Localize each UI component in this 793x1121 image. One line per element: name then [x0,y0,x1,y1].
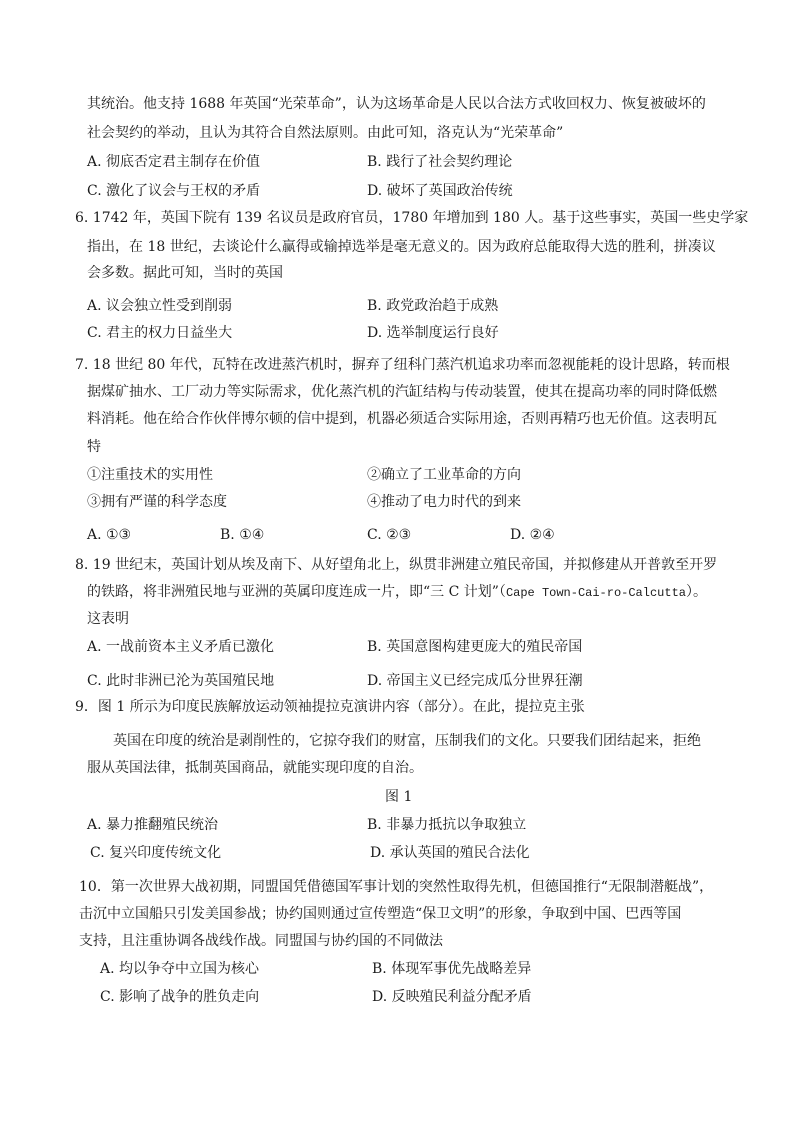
q9-quote-line-2: 服从英国法律，抵制英国商品，就能实现印度的自治。 [87,760,423,776]
q7-option-c: C. ②③ [367,527,412,543]
q8-plan-code: Cape Town-Cai-ro-Calcutta [505,586,686,600]
q8-stem-line-2-end: ）。 [685,584,707,600]
q6-option-b: B. 政党政治趋于成熟 [367,298,499,314]
q6-stem-line-2: 指出，在 18 世纪，去谈论什么赢得或输掉选举是毫无意义的。因为政府总能取得大选的胜利，拼凑议 [87,239,716,255]
q7-option-a: A. ①③ [87,527,132,543]
q8-stem-line-3: 这表明 [87,611,129,627]
q9-stem: 9．图 1 所示为印度民族解放运动领袖提拉克演讲内容（部分）。在此，提拉克主张 [75,699,585,715]
q9-option-d: D. 承认英国的殖民合法化 [370,845,530,861]
q7-stem-line-4: 特 [87,439,101,455]
q8-option-a: A. 一战前资本主义矛盾已激化 [87,639,275,655]
q7-option-b: B. ①④ [220,527,265,543]
q7-statement-3: ③拥有严谨的科学态度 [87,494,227,510]
q5-option-a: A. 彻底否定君主制存在价值 [87,154,261,170]
q8-option-c: C. 此时非洲已沦为英国殖民地 [87,673,275,689]
q8-option-d: D. 帝国主义已经完成瓜分世界狂潮 [367,673,583,689]
q6-option-a: A. 议会独立性受到削弱 [87,298,233,314]
q5-stem-line-2: 社会契约的举动，且认为其符合自然法原则。由此可知，洛克认为“光荣革命” [87,125,564,141]
q7-stem-line-2: 据煤矿抽水、工厂动力等实际需求，优化蒸汽机的汽缸结构与传动装置，使其在提高功率的同时降低燃 [87,384,717,400]
q8-stem-line-2 [87,582,707,603]
q9-quote-line-1: 英国在印度的统治是剥削性的，它掠夺我们的财富，压制我们的文化。只要我们团结起来，拒绝 [113,733,701,749]
q10-option-a: A. 均以争夺中立国为核心 [100,961,260,977]
q8-stem-line-1: 8. 19 世纪末，英国计划从埃及南下、从好望角北上，纵贯非洲建立殖民帝国，并拟修建从开普敦至开罗 [75,557,718,573]
q7-statement-1: ①注重技术的实用性 [87,467,213,483]
q6-stem-line-1: 6. 1742 年，英国下院有 139 名议员是政府官员，1780 年增加到 180 人。基于这些事实，英国一些史学家 [75,210,749,226]
q7-stem-line-3: 料消耗。他在给合作伙伴博尔顿的信中提到，机器必须适合实际用途，否则再精巧也无价值。这表明瓦 [87,411,717,427]
q10-stem-line-2: 击沉中立国船只引发美国参战；协约国则通过宣传塑造“保卫文明”的形象，争取到中国、巴西等国 [79,906,682,922]
q5-stem-line-1: 其统治。他支持 1688 年英国“光荣革命”，认为这场革命是人民以合法方式收回权力、恢复被破坏的 [87,96,706,112]
q8-option-b: B. 英国意图构建更庞大的殖民帝国 [367,639,583,655]
q8-stem-line-2-text: 的铁路，将非洲殖民地与亚洲的英属印度连成一片，即“三 C 计划”（ [87,584,506,600]
q7-stem-line-1: 7. 18 世纪 80 年代，瓦特在改进蒸汽机时，摒弃了纽科门蒸汽机追求功率而忽视能耗的设计思路，转而根 [75,357,730,373]
q9-option-a: A. 暴力推翻殖民统治 [87,817,219,833]
q7-option-d: D. ②④ [510,527,555,543]
q10-stem-line-3: 支持，且注重协调各战线作战。同盟国与协约国的不同做法 [79,933,443,949]
q10-option-c: C. 影响了战争的胜负走向 [100,989,260,1005]
q6-stem-line-3: 会多数。据此可知，当时的英国 [87,265,283,281]
q5-option-b: B. 践行了社会契约理论 [367,154,513,170]
q10-option-d: D. 反映殖民利益分配矛盾 [372,989,532,1005]
q10-stem-line-1: 10．第一次世界大战初期，同盟国凭借德国军事计划的突然性取得先机，但德国推行“无限制潜艇战”， [79,879,714,895]
q9-option-b: B. 非暴力抵抗以争取独立 [367,817,527,833]
q9-figure-caption: 图 1 [385,789,413,805]
q6-option-c: C. 君主的权力日益坐大 [87,325,233,341]
q5-option-c: C. 激化了议会与王权的矛盾 [87,183,261,199]
q9-option-c: C. 复兴印度传统文化 [90,845,222,861]
q5-option-d: D. 破坏了英国政治传统 [367,183,513,199]
q7-statement-4: ④推动了电力时代的到来 [367,494,521,510]
q10-option-b: B. 体现军事优先战略差异 [372,961,532,977]
q6-option-d: D. 选举制度运行良好 [367,325,499,341]
q7-statement-2: ②确立了工业革命的方向 [367,467,521,483]
